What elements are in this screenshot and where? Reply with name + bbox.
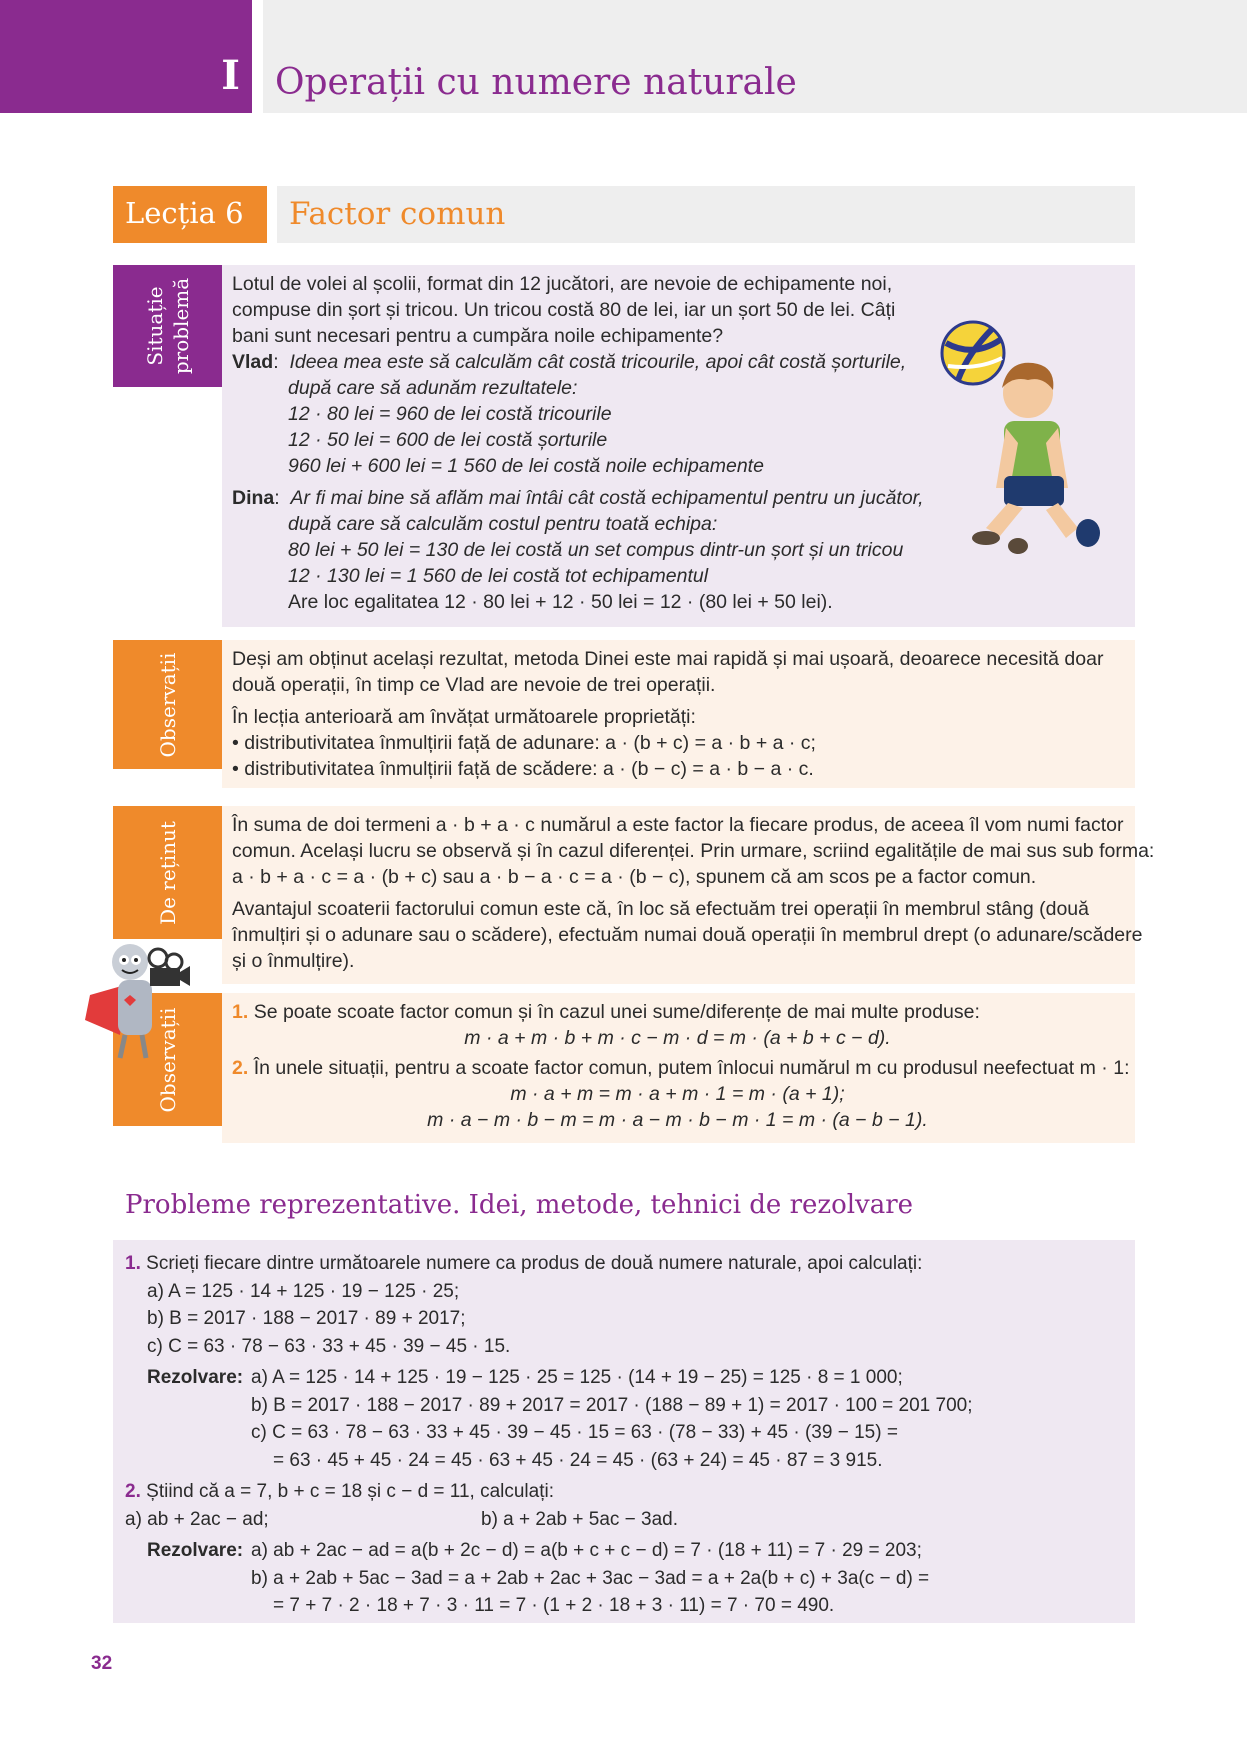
property-line: • distributivitatea înmulțirii față de scădere: a · (b − c) = a · b − a · c. [232, 758, 814, 780]
lesson-title-bar [277, 186, 1135, 243]
problem-item: a) A = 125 · 14 + 125 · 19 − 125 · 25; [147, 1280, 460, 1302]
observatii2-label: Observații [155, 1007, 180, 1112]
solution-text: a) A = 125 · 14 + 125 · 19 − 125 · 25 = 125 · (14 + 19 − 25) = 125 · 8 = 1 000; [251, 1367, 903, 1388]
formula: m · a − m · b − m = m · a − m · b − m · 1 = m · (a − b − 1). [427, 1109, 928, 1131]
lesson-label: Lecția 6 [125, 196, 244, 230]
observatii2-item [232, 999, 1123, 1025]
dina-text: Ar fi mai bine să aflăm mai întâi cât costă echipamentul pentru un jucător, [290, 487, 924, 509]
chapter-number: I [221, 52, 240, 99]
dina-calc: 80 lei + 50 lei = 130 de lei costă un set compus dintr-un șort și un tricou [288, 539, 904, 561]
solution-line [125, 1364, 1123, 1392]
problem-number: 2. [125, 1481, 141, 1502]
equality-line: Are loc egalitatea 12 · 80 lei + 12 · 50 lei = 12 · (80 lei + 50 lei). [288, 591, 833, 613]
camera-icon [149, 949, 190, 986]
volleyball-player-illustration [938, 318, 1108, 573]
property-line: • distributivitatea înmulțirii față de adunare: a · (b + c) = a · b + a · c; [232, 732, 816, 754]
situatie-intro-line: compuse din șort și tricou. Un tricou costă 80 de lei, iar un șort 50 de lei. Câți [232, 299, 896, 321]
problem-statement [125, 1250, 1123, 1278]
problem-items-row [125, 1506, 1123, 1534]
chapter-title: Operații cu numere naturale [275, 62, 797, 103]
item-text: Se poate scoate factor comun și în cazul unei sume/diferențe de mai multe produse: [253, 1001, 980, 1023]
problem-text: Scrieți fiecare dintre următoarele numere ca produs de două numere naturale, apoi calculați: [146, 1253, 923, 1274]
vlad-name: Vlad [232, 351, 274, 373]
observatii-box [222, 640, 1135, 788]
observatii-line: două operații, în timp ce Vlad are nevoie de trei operații. [232, 674, 716, 696]
retinut-line: a · b + a · c = a · (b + c) sau a · b − a · c = a · (b − c), spunem că am scos pe a factor comun. [232, 866, 1037, 888]
lesson-label-box [113, 186, 267, 243]
problem-item: c) C = 63 · 78 − 63 · 33 + 45 · 39 − 45 · 15. [147, 1335, 511, 1357]
page-number: 32 [91, 1653, 113, 1674]
solution-line [125, 1537, 1123, 1565]
volleyball-icon [942, 322, 1004, 384]
dina-calc: 12 · 130 lei = 1 560 de lei costă tot echipamentul [288, 565, 709, 587]
retinut-line: comun. Același lucru se observă și în cazul diferenței. Prin urmare, scriind egalitățile de mai sus sub forma: [232, 840, 1155, 862]
retinut-line: Avantajul scoaterii factorului comun este că, în loc să efectuăm trei operații în membrul stâng (două [232, 898, 1089, 920]
retinut-line: înmulțiri și o adunare sau o scădere), efectuăm numai două operații în membrul drept (o adunare/scădere [232, 924, 1143, 946]
formula: m · a + m · b + m · c − m · d = m · (a + b + c − d). [464, 1027, 891, 1049]
item-text: În unele situații, pentru a scoate factor comun, putem înlocui numărul m cu produsul neefectuat m · 1: [253, 1057, 1130, 1079]
item-number: 2. [232, 1057, 249, 1079]
situatie-label-box [113, 265, 222, 387]
dina-line: după care să calculăm costul pentru toată echipa: [288, 513, 718, 535]
vlad-calc: 12 · 50 lei = 600 de lei costă șorturile [288, 429, 608, 451]
dina-line: Dina: Ar fi mai bine să aflăm mai întâi cât costă echipamentul pentru un jucător, [232, 487, 924, 509]
rezolvare-label: Rezolvare: [147, 1540, 244, 1561]
solution-line: c) C = 63 · 78 − 63 · 33 + 45 · 39 − 45 · 15 = 63 · (78 − 33) + 45 · (39 − 15) = [251, 1422, 898, 1443]
situatie-intro-line: Lotul de volei al școlii, format din 12 jucători, are nevoie de echipamente noi, [232, 273, 893, 295]
chapter-title-bar [263, 0, 1247, 113]
solution-line: = 63 · 45 + 45 · 24 = 45 · 63 + 45 · 24 = 45 · (63 + 24) = 45 · 87 = 3 915. [273, 1449, 883, 1471]
observatii-line: Deși am obținut același rezultat, metoda Dinei este mai rapidă și mai ușoară, deoarece necesită doar [232, 648, 1104, 670]
problem-text: Știind că a = 7, b + c = 18 și c − d = 11, calculați: [146, 1481, 555, 1502]
item-number: 1. [232, 1001, 249, 1023]
solution-line: b) B = 2017 · 188 − 2017 · 89 + 2017 = 2017 · (188 − 89 + 1) = 2017 · 100 = 201 700; [251, 1394, 973, 1416]
vlad-calc: 960 lei + 600 lei = 1 560 de lei costă noile echipamente [288, 455, 764, 477]
formula: m · a + m = m · a + m · 1 = m · (a + 1); [510, 1083, 845, 1105]
chapter-number-block [0, 0, 252, 113]
retinut-box [222, 806, 1155, 984]
retinut-label: De reținut [155, 820, 180, 925]
problems-heading: Probleme reprezentative. Idei, metode, tehnici de rezolvare [125, 1190, 914, 1220]
problem-item: b) B = 2017 · 188 − 2017 · 89 + 2017; [147, 1308, 466, 1329]
observatii-label-box [113, 640, 222, 769]
vlad-calc: 12 · 80 lei = 960 de lei costă tricourile [288, 403, 612, 425]
vlad-line: după care să adunăm rezultatele: [288, 377, 578, 399]
vlad-line: Vlad: Ideea mea este să calculăm cât costă tricourile, apoi cât costă șorturile, [232, 351, 907, 373]
problem-statement [125, 1478, 1123, 1506]
retinut-label-box [113, 806, 222, 939]
retinut-line: În suma de doi termeni a · b + a · c numărul a este factor la fiecare produs, de aceea îl vom numi factor [232, 814, 1124, 836]
lesson-title: Factor comun [289, 196, 506, 232]
solution-text: a) ab + 2ac − ad = a(b + 2c − d) = a(b + c + c − d) = 7 · (18 + 11) = 7 · 29 = 203; [251, 1540, 922, 1561]
observatii-line: În lecția anterioară am învățat următoarele proprietăți: [232, 706, 696, 728]
observatii2-box [222, 993, 1135, 1143]
problem-item: a) ab + 2ac − ad; [125, 1508, 269, 1530]
solution-line: = 7 + 7 · 2 · 18 + 7 · 3 · 11 = 7 · (1 + 2 · 18 + 3 · 11) = 7 · 70 = 490. [273, 1595, 835, 1616]
observatii-label: Observații [155, 652, 180, 757]
observatii2-item [232, 1055, 1130, 1081]
solution-line: b) a + 2ab + 5ac − 3ad = a + 2ab + 2ac + 3ac − 3ad = a + 2a(b + c) + 3a(c − d) = [251, 1567, 930, 1589]
problem-item: b) a + 2ab + 5ac − 3ad. [481, 1508, 679, 1530]
situatie-label-line-1: Situație [142, 286, 167, 366]
situatie-label-line-2: problemă [168, 277, 193, 375]
dina-name: Dina [232, 487, 275, 509]
mascot-illustration [80, 940, 190, 1060]
situatie-intro-line: bani sunt necesari pentru a cumpăra noile echipamente? [232, 325, 724, 347]
vlad-text: Ideea mea este să calculăm cât costă tricourile, apoi cât costă șorturile, [289, 351, 907, 373]
situatie-label [142, 278, 194, 374]
problem-number: 1. [125, 1253, 141, 1274]
problems-box [113, 1240, 1135, 1623]
retinut-line: și o înmulțire). [232, 950, 355, 972]
rezolvare-label: Rezolvare: [147, 1367, 244, 1388]
